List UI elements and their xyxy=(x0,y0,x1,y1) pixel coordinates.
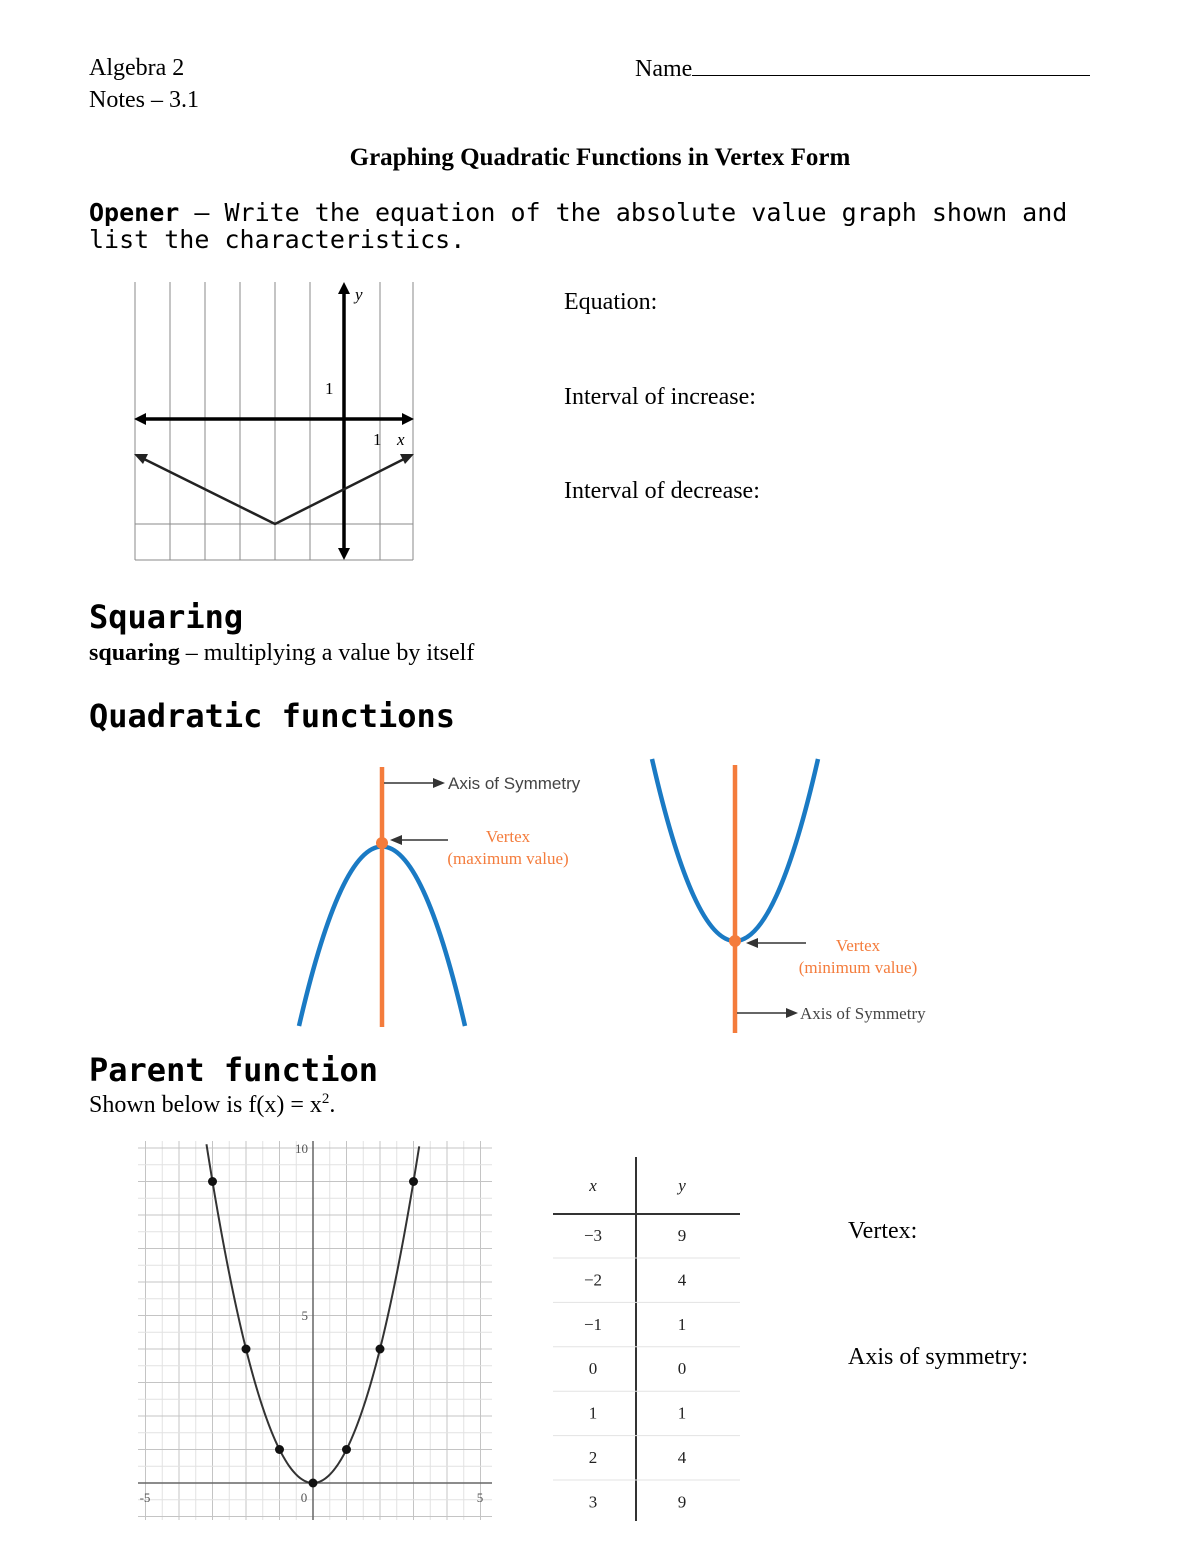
min-vertex-sublabel: (minimum value) xyxy=(798,958,918,977)
table-header-y: y xyxy=(678,1176,686,1195)
opener-text: Write the equation of the absolute value graph shown and list the characteristics. xyxy=(89,198,1068,254)
absolute-value-graph xyxy=(120,270,430,570)
squaring-definition-text: – multiplying a value by itself xyxy=(179,640,475,666)
min-vertex-arrow xyxy=(746,938,806,948)
abs-value-function-line xyxy=(134,454,414,524)
name-blank-line[interactable] xyxy=(692,55,1090,76)
min-axis-arrow xyxy=(737,1008,798,1018)
max-axis-arrow xyxy=(384,778,445,788)
table-cell-y: 4 xyxy=(677,1270,687,1290)
opener-dash: – xyxy=(179,198,225,227)
table-cell-y: 4 xyxy=(677,1448,687,1467)
plotted-point xyxy=(409,1177,418,1186)
quadratic-diagrams xyxy=(280,755,980,1040)
parent-graph-grid xyxy=(138,1141,492,1520)
min-vertex-point xyxy=(729,935,741,947)
parent-exponent: 2 xyxy=(321,1091,330,1107)
max-parabola-diagram xyxy=(299,767,581,1027)
parent-function-description xyxy=(89,1091,335,1119)
interval-decrease-prompt: Interval of decrease: xyxy=(564,478,760,504)
page-title: Graphing Quadratic Functions in Vertex Form xyxy=(349,144,851,171)
abs-x-axis-label: x xyxy=(397,430,405,449)
table-cell-x: 1 xyxy=(588,1403,598,1423)
plotted-point xyxy=(208,1177,217,1186)
parent-shown-text: Shown below is f(x) = x xyxy=(89,1092,322,1118)
quadratic-functions-heading: Quadratic functions xyxy=(89,697,456,735)
plotted-point xyxy=(376,1345,385,1354)
abs-graph-grid xyxy=(135,282,413,560)
plotted-point xyxy=(309,1479,318,1488)
squaring-heading: Squaring xyxy=(89,598,244,636)
opener-label: Opener xyxy=(89,198,180,227)
table-cell-x: 0 xyxy=(588,1359,598,1379)
max-vertex-point xyxy=(376,837,388,849)
parent-x-tick-5: 5 xyxy=(476,1490,484,1505)
table-header-x: x xyxy=(589,1176,597,1195)
squaring-term: squaring xyxy=(89,640,180,666)
name-field[interactable] xyxy=(635,55,1090,83)
notes-label: Notes – 3.1 xyxy=(89,87,199,113)
max-vertex-sublabel: (maximum value) xyxy=(447,849,569,868)
abs-y-axis-label: y xyxy=(355,285,363,304)
abs-x-tick-1: 1 xyxy=(373,430,382,449)
abs-graph-y-axis xyxy=(338,282,350,560)
equation-prompt: Equation: xyxy=(564,289,658,315)
interval-increase-prompt: Interval of increase: xyxy=(564,384,756,410)
table-cell-x: 2 xyxy=(588,1448,598,1467)
table-cell-y: 0 xyxy=(677,1359,687,1379)
max-vertex-label: Vertex xyxy=(485,827,531,846)
abs-graph-x-axis xyxy=(134,413,414,425)
parent-y-tick-10: 10 xyxy=(295,1141,308,1156)
parent-function-graph xyxy=(130,1135,500,1525)
table-cell-y: 9 xyxy=(677,1226,687,1245)
squaring-definition xyxy=(89,640,474,667)
table-cell-x: −2 xyxy=(583,1270,603,1290)
axis-of-symmetry-prompt: Axis of symmetry: xyxy=(848,1344,1028,1370)
name-label: Name xyxy=(635,56,693,82)
max-axis-label: Axis of Symmetry xyxy=(448,774,581,793)
min-axis-label: Axis of Symmetry xyxy=(800,1004,926,1023)
abs-y-tick-1: 1 xyxy=(325,379,334,398)
table-rows xyxy=(553,1226,740,1511)
plotted-point xyxy=(342,1445,351,1454)
parent-x-tick-neg5: -5 xyxy=(139,1490,151,1505)
table-cell-x: −1 xyxy=(583,1314,603,1334)
plotted-point xyxy=(275,1445,284,1454)
parent-function-heading: Parent function xyxy=(89,1051,378,1089)
max-vertex-arrow xyxy=(390,835,448,845)
min-vertex-label: Vertex xyxy=(835,936,881,955)
plotted-point xyxy=(242,1345,251,1354)
parent-y-tick-5: 5 xyxy=(301,1308,308,1323)
parent-origin-label: 0 xyxy=(300,1490,308,1505)
table-cell-x: 3 xyxy=(588,1492,598,1512)
parent-shown-suffix: . xyxy=(329,1092,336,1118)
vertex-prompt: Vertex: xyxy=(848,1218,918,1244)
values-table xyxy=(550,1155,745,1523)
table-cell-y: 9 xyxy=(677,1492,687,1512)
table-cell-x: −3 xyxy=(583,1226,603,1245)
course-title: Algebra 2 xyxy=(89,55,185,81)
table-cell-y: 1 xyxy=(677,1314,687,1334)
min-parabola-diagram xyxy=(652,759,926,1033)
opener-prompt xyxy=(89,199,1109,253)
table-cell-y: 1 xyxy=(677,1403,687,1423)
